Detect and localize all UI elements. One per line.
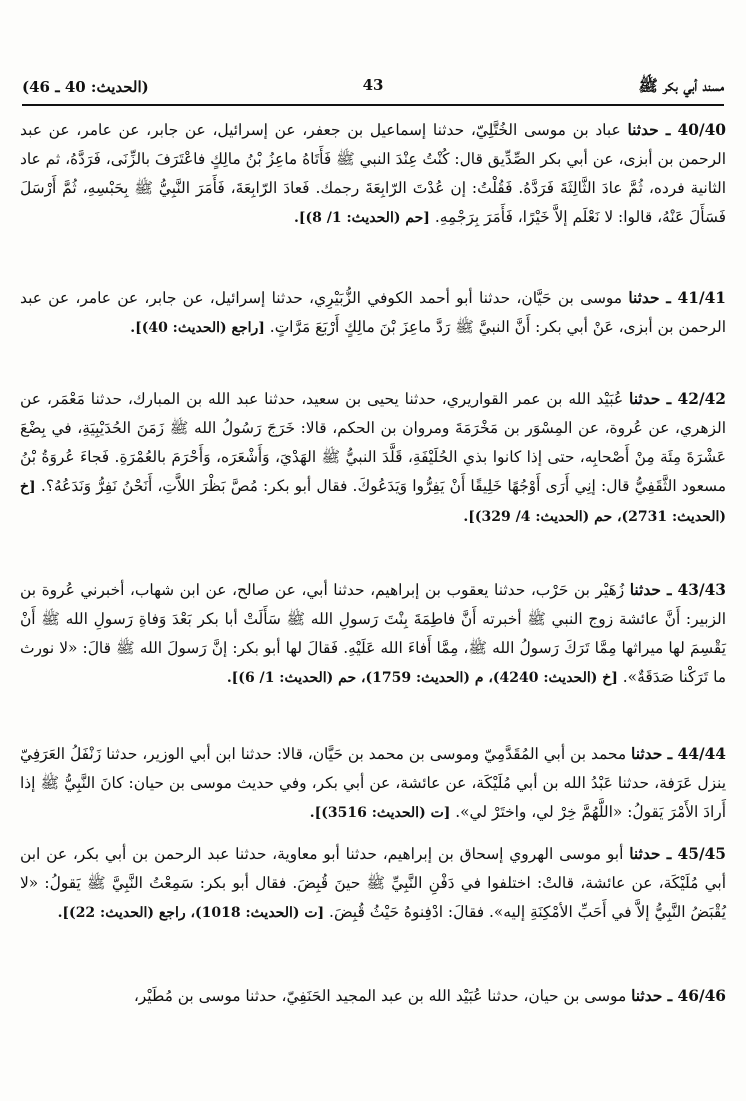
hadith-entry-42 xyxy=(20,385,726,532)
hadith-entry-40 xyxy=(20,116,726,233)
hadith-number: 43/43 ـ حدثنا xyxy=(629,581,726,599)
hadith-number: 40/40 ـ حدثنا xyxy=(627,121,727,139)
hadith-number: 41/41 ـ حدثنا xyxy=(628,289,726,307)
hadith-text: محمد بن أبي المُقَدَّمِيّ وموسى بن محمد بن حَيَّان، قالا: حدثنا ابن أبي الوزير، حدثنا زَنْفَلُ العَرَفِيّ ينزل عَرَفة، حدثنا عَبْدُ الله بن أبي مُلَيْكَة، عن عائشة، عن أبي بكر، وفي حديث موسى بن حيان: كانَ النَّبِيُّ ﷺ إذا أَرادَ الأَمْرَ يَقولُ: «اللَّهُمَّ خِرْ لي، واختَرْ لي». xyxy=(20,745,726,821)
hadith-text: عباد بن موسى الخُتَّلِيّ، حدثنا إسماعيل بن جعفر، عن إسرائيل، عن جابر، عن عامر، عن عبد الرحمن بن أبزى، عن أبي بكر الصِّدِّيق قال: كُنْتُ عِنْدَ النبي ﷺ فَأَتَاهُ ماعِزُ بْنُ مالِكٍ فاعْتَرَفَ بالزِّنَى، فَرَدَّهُ، ثم عاد الثانية فرده، ثُمَّ عادَ الثَّالِثَةَ فَرَدَّهُ. فَقُلْتُ: إن عُدْتَ الرّابِعَةَ رجمك. فَعادَ الرّابِعَةَ، فَأَمَرَ النَّبِيُّ ﷺ بِحَبْسِهِ، ثُمَّ أَرْسَلَ فَسَأَلَ عَنْهُ، قالوا: لا نَعْلَم إلاَّ خَيْرًا، فَأَمَرَ بِرَجْمِهِ. xyxy=(20,121,726,226)
book-title: مسند أبي بكر ﷺ xyxy=(638,75,724,95)
hadith-reference: [ت (الحديث: 1018)، راجع (الحديث: 22)]. xyxy=(57,905,330,921)
hadith-reference: [راجع (الحديث: 40)]. xyxy=(130,320,270,336)
hadith-text: زُهَيْر بن حَرْب، حدثنا يعقوب بن إبراهيم، حدثنا أبي، عن صالح، عن ابن شهاب، أخبرني عُروة بن الزبير: أَنَّ عائشة زوج النبي ﷺ أخبرته أَنَّ فاطِمَةَ بِنْتَ رَسولِ الله ﷺ سَأَلَتْ أبا بكر بَعْدَ وَفاةِ رَسولِ الله ﷺ أَنْ يَقْسِمَ لها ميراثها مِمَّا تَرَكَ رَسولُ الله ﷺ، مِمَّا أَفاءَ الله عَلَيْهِ. فَقالَ لها أبو بكر: إنَّ رَسولَ الله ﷺ قالَ: «لا نورث ما تَرَكْنا صَدَقَةٌ». xyxy=(20,581,726,686)
hadith-entry-45 xyxy=(20,840,726,928)
hadith-reference: [خ (الحديث: 2731)، حم (الحديث: 4/ 329)]. xyxy=(20,479,726,525)
hadith-number: 42/42 ـ حدثنا xyxy=(629,390,726,408)
page-number: 43 xyxy=(362,76,384,94)
hadith-entry-46 xyxy=(20,982,726,1012)
hadith-reference: [ت (الحديث: 3516)]. xyxy=(309,805,456,821)
hadith-entry-43 xyxy=(20,576,726,693)
hadith-reference: [حم (الحديث: 1/ 8)]. xyxy=(293,210,435,226)
hadith-text: عُبَيْد الله بن عمر القواريري، حدثنا يحيى بن سعيد، حدثنا عبد الله بن المبارك، حدثنا مَعْمَر، عن الزهري، عن عُروة، عن المِسْوَر بن مَخْرَمَةَ ومروان بن الحكم، قالا: خَرَجَ رَسُولُ الله ﷺ زَمَنَ الحُدَيْبِيَةِ، في بِضْعَ عَشْرَةَ مِئَة مِنْ أَصْحابِه، حتى إذا كانوا بذي الحُلَيْفَةِ، قَلَّدَ النبيُّ ﷺ الهَدْيَ، وَأَشْعَرَه، وَأَحْرَمَ بالعُمْرَةِ. فَجاءَ عُروَةُ بْنُ مسعود الثَّقَفِيُّ قال: إنِي أَرَى أَوْجُهًا خَلِيقًا أَنْ يَفِرُّوا وَيَدَعُوكَ. فقال أبو بكر: مُصَّ بَظْرَ اللاَّتِ، أَنَحْنُ نَفِرُّ وَنَدَعُهُ؟. xyxy=(20,390,726,495)
hadith-text: موسى بن حَيَّان، حدثنا أبو أحمد الكوفي الزُّبَيْرِي، حدثنا إسرائيل، عن جابر، عن عامر، عن عبد الرحمن بن أبزى، عَنْ أبي بكر: أَنَّ النبيَّ ﷺ رَدَّ ماعِزَ بْنَ مالِكٍ أَرْبَعَ مَرَّاتٍ. xyxy=(20,289,726,336)
hadith-text: أبو موسى الهروي إسحاق بن إبراهيم، حدثنا أبو معاوية، حدثنا عبد الرحمن بن أبي بكر، عن ابن أبي مُلَيْكَة، عن عائشة، قالتْ: اختلفوا في دَفْنِ النَّبِيِّ ﷺ حينَ قُبِضَ. فقال أبو بكر: سَمِعْتُ النَّبِيَّ ﷺ يَقولُ: «لا يُقْبَضُ النَّبِيُّ إلاَّ في أَحَبِّ الأمْكِنَةِ إليه». فقالَ: ادْفِنوهُ حَيْثُ قُبِضَ. xyxy=(20,845,726,921)
hadith-entry-44 xyxy=(20,740,726,828)
hadith-number: 46/46 ـ حدثنا xyxy=(631,987,726,1005)
hadith-text: موسى بن حيان، حدثنا عُبَيْد الله بن عبد المجيد الحَنَفِيّ، حدثنا موسى بن مُطَيْر، xyxy=(133,987,632,1005)
hadith-number: 44/44 ـ حدثنا xyxy=(631,745,726,763)
page-header xyxy=(22,72,724,102)
hadith-number: 45/45 ـ حدثنا xyxy=(629,845,726,863)
hadith-reference: [خ (الحديث: 4240)، م (الحديث: 1759)، حم (الحديث: 1/ 6)]. xyxy=(226,670,623,686)
header-rule xyxy=(22,104,724,106)
hadith-range: (الحديث: 40 ـ 46) xyxy=(22,78,149,96)
hadith-entry-41 xyxy=(20,284,726,343)
